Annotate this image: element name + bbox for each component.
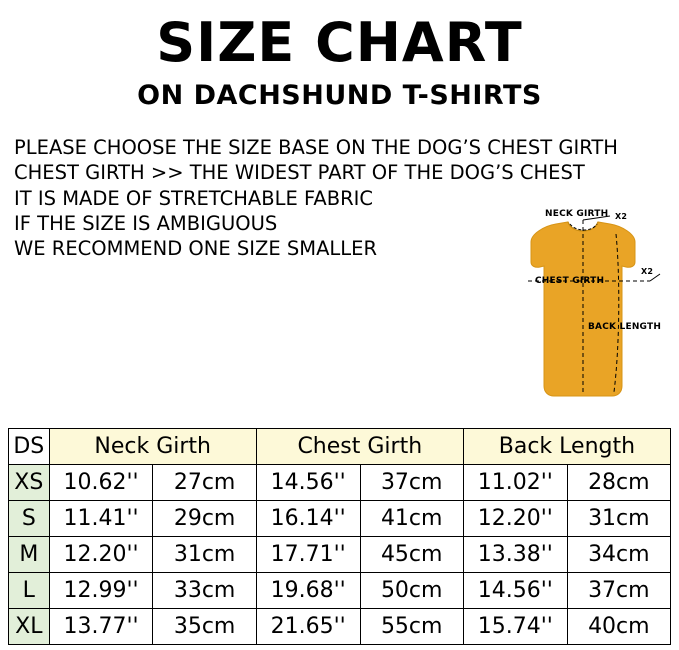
shirt-illustration [498, 204, 673, 414]
table-header-row [9, 429, 671, 465]
cell-back-cm: 37cm [567, 573, 670, 609]
cell-chest-cm: 55cm [360, 609, 463, 645]
cell-neck-inch: 10.62'' [49, 465, 153, 501]
column-header-chest-girth: Chest Girth [256, 429, 463, 465]
row-size-label: S [9, 501, 50, 537]
note-line: CHEST GIRTH >> THE WIDEST PART OF THE DOG’S CHEST [14, 161, 585, 185]
row-size-label: M [9, 537, 50, 573]
table-row [9, 501, 671, 537]
cell-chest-inch: 19.68'' [256, 573, 360, 609]
cell-back-inch: 11.02'' [463, 465, 567, 501]
page-title: SIZE CHART [156, 11, 523, 74]
table-row [9, 537, 671, 573]
cell-chest-inch: 21.65'' [256, 609, 360, 645]
note-line: PLEASE CHOOSE THE SIZE BASE ON THE DOG’S CHEST GIRTH [14, 136, 618, 159]
note-line: IT IS MADE OF STRETCHABLE FABRIC [14, 186, 374, 210]
cell-chest-inch: 17.71'' [256, 537, 360, 573]
table-row [9, 609, 671, 645]
page-subtitle: ON DACHSHUND T-SHIRTS [137, 80, 542, 111]
cell-neck-inch: 11.41'' [49, 501, 153, 537]
cell-chest-inch: 14.56'' [256, 465, 360, 501]
row-size-label: XS [9, 465, 50, 501]
column-header-neck-girth: Neck Girth [49, 429, 256, 465]
cell-back-inch: 15.74'' [463, 609, 567, 645]
cell-back-inch: 12.20'' [463, 501, 567, 537]
cell-back-inch: 13.38'' [463, 537, 567, 573]
table-row [9, 465, 671, 501]
cell-neck-cm: 35cm [153, 609, 256, 645]
cell-neck-inch: 12.99'' [49, 573, 153, 609]
cell-back-inch: 14.56'' [463, 573, 567, 609]
note-line: IF THE SIZE IS AMBIGUOUS [14, 212, 278, 236]
cell-chest-cm: 41cm [360, 501, 463, 537]
cell-back-cm: 40cm [567, 609, 670, 645]
row-size-label: L [9, 573, 50, 609]
cell-chest-cm: 37cm [360, 465, 463, 501]
label-neck-girth: NECK GIRTH [545, 209, 609, 219]
cell-neck-cm: 27cm [153, 465, 256, 501]
column-header-back-length: Back Length [463, 429, 670, 465]
row-size-label: XL [9, 609, 50, 645]
table-row [9, 573, 671, 609]
label-neck-x2: X2 [615, 212, 628, 221]
cell-chest-inch: 16.14'' [256, 501, 360, 537]
cell-back-cm: 28cm [567, 465, 670, 501]
cell-neck-cm: 33cm [153, 573, 256, 609]
cell-neck-cm: 31cm [153, 537, 256, 573]
shirt-diagram [498, 204, 673, 414]
size-table [8, 428, 671, 645]
cell-back-cm: 31cm [567, 501, 670, 537]
label-back-length: BACK LENGTH [588, 322, 662, 332]
label-chest-x2: X2 [641, 267, 654, 276]
cell-neck-inch: 13.77'' [49, 609, 153, 645]
cell-chest-cm: 50cm [360, 573, 463, 609]
note-line: WE RECOMMEND ONE SIZE SMALLER [14, 237, 378, 261]
column-header-ds: DS [9, 429, 50, 465]
cell-neck-cm: 29cm [153, 501, 256, 537]
cell-back-cm: 34cm [567, 537, 670, 573]
cell-neck-inch: 12.20'' [49, 537, 153, 573]
cell-chest-cm: 45cm [360, 537, 463, 573]
size-chart-page [0, 8, 679, 650]
label-chest-girth: CHEST GIRTH [535, 276, 605, 286]
